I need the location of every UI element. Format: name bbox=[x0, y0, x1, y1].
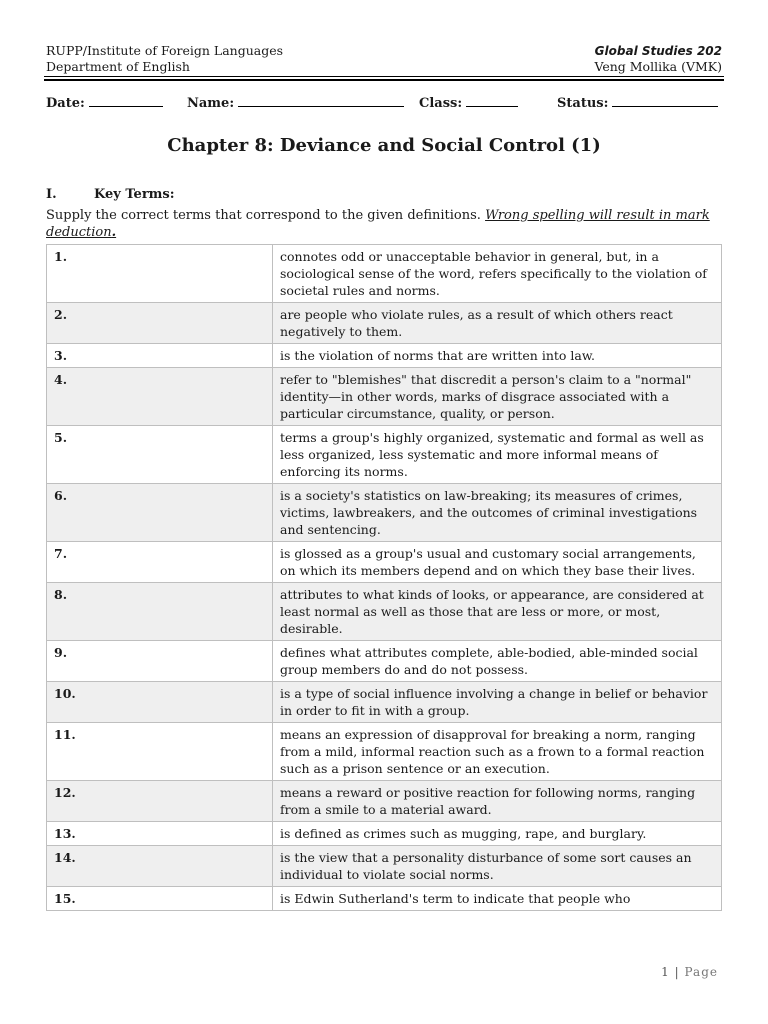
term-answer-cell[interactable]: 15. bbox=[47, 887, 273, 911]
class-label: Class: bbox=[419, 96, 463, 111]
table-row bbox=[47, 303, 722, 344]
section-title: Key Terms: bbox=[94, 187, 175, 202]
table-row bbox=[47, 822, 722, 846]
header-left bbox=[46, 43, 283, 75]
header-rule bbox=[44, 76, 724, 77]
table-row bbox=[47, 542, 722, 583]
definition-cell: means an expression of disapproval for breaking a norm, ranging from a mild, informal reaction such as a frown to a formal reaction such as a prison sentence or an execution. bbox=[273, 723, 722, 781]
term-answer-cell[interactable]: 9. bbox=[47, 641, 273, 682]
term-answer-cell[interactable]: 7. bbox=[47, 542, 273, 583]
instruction-warning: Wrong spelling will result in mark deduction. bbox=[46, 208, 710, 240]
section-number: I. bbox=[46, 187, 57, 202]
definition-cell: is Edwin Sutherland's term to indicate that people who bbox=[273, 887, 722, 911]
term-answer-cell[interactable]: 12. bbox=[47, 781, 273, 822]
date-field[interactable] bbox=[46, 94, 163, 111]
header-rule-thick bbox=[44, 79, 724, 81]
table-row bbox=[47, 887, 722, 911]
table-row bbox=[47, 723, 722, 781]
table-row bbox=[47, 682, 722, 723]
definition-cell: connotes odd or unacceptable behavior in general, but, in a sociological sense of the word, refers specifically to the violation of societal rules and norms. bbox=[273, 245, 722, 303]
definition-cell: are people who violate rules, as a result of which others react negatively to them. bbox=[273, 303, 722, 344]
course-name: Global Studies 202 bbox=[594, 44, 722, 58]
definition-cell: is the violation of norms that are written into law. bbox=[273, 344, 722, 368]
status-blank[interactable] bbox=[612, 94, 718, 107]
definition-cell: is a society's statistics on law-breaking; its measures of crimes, victims, lawbreakers, and the outcomes of criminal investigations and sentencing. bbox=[273, 484, 722, 542]
definition-cell: defines what attributes complete, able-bodied, able-minded social group members do and do not possess. bbox=[273, 641, 722, 682]
term-answer-cell[interactable]: 1. bbox=[47, 245, 273, 303]
name-label: Name: bbox=[187, 96, 235, 111]
table-row bbox=[47, 583, 722, 641]
institution: RUPP/Institute of Foreign Languages bbox=[46, 43, 284, 58]
term-answer-cell[interactable]: 5. bbox=[47, 426, 273, 484]
instruction-text: Supply the correct terms that correspond to the given definitions. bbox=[46, 208, 486, 223]
term-answer-cell[interactable]: 2. bbox=[47, 303, 273, 344]
name-field[interactable] bbox=[187, 94, 404, 111]
definition-cell: refer to "blemishes" that discredit a person's claim to a "normal" identity—in other words, marks of disgrace associated with a particular circumstance, quality, or person. bbox=[273, 368, 722, 426]
term-answer-cell[interactable]: 6. bbox=[47, 484, 273, 542]
department: Department of English bbox=[46, 59, 190, 74]
table-row bbox=[47, 781, 722, 822]
term-answer-cell[interactable]: 4. bbox=[47, 368, 273, 426]
footer-separator: | bbox=[674, 965, 680, 979]
term-answer-cell[interactable]: 10. bbox=[47, 682, 273, 723]
instructor: Veng Mollika (VMK) bbox=[594, 59, 722, 74]
definition-cell: is the view that a personality disturbance of some sort causes an individual to violate social norms. bbox=[273, 846, 722, 887]
definition-cell: terms a group's highly organized, systematic and formal as well as less organized, less systematic and more informal means of enforcing its norms. bbox=[273, 426, 722, 484]
page-footer bbox=[661, 965, 718, 979]
definition-cell: is glossed as a group's usual and customary social arrangements, on which its members depend and on which they base their lives. bbox=[273, 542, 722, 583]
table-row bbox=[47, 484, 722, 542]
name-blank[interactable] bbox=[238, 94, 404, 107]
status-label: Status: bbox=[557, 96, 609, 111]
page-number: 1 bbox=[661, 965, 670, 979]
term-answer-cell[interactable]: 14. bbox=[47, 846, 273, 887]
definition-cell: attributes to what kinds of looks, or appearance, are considered at least normal as well as those that are less or more, or most, desirable. bbox=[273, 583, 722, 641]
table-row bbox=[47, 846, 722, 887]
date-label: Date: bbox=[46, 96, 85, 111]
definition-cell: means a reward or positive reaction for following norms, ranging from a smile to a material award. bbox=[273, 781, 722, 822]
term-answer-cell[interactable]: 11. bbox=[47, 723, 273, 781]
definition-cell: is a type of social influence involving a change in belief or behavior in order to fit in with a group. bbox=[273, 682, 722, 723]
term-answer-cell[interactable]: 13. bbox=[47, 822, 273, 846]
page-title: Chapter 8: Deviance and Social Control (1) bbox=[167, 135, 601, 156]
table-row bbox=[47, 245, 722, 303]
header-right bbox=[594, 43, 722, 75]
instructions bbox=[46, 207, 722, 241]
table-row bbox=[47, 344, 722, 368]
section-heading bbox=[46, 187, 175, 202]
table-row bbox=[47, 368, 722, 426]
definition-cell: is defined as crimes such as mugging, rape, and burglary. bbox=[273, 822, 722, 846]
table-row bbox=[47, 426, 722, 484]
term-answer-cell[interactable]: 3. bbox=[47, 344, 273, 368]
date-blank[interactable] bbox=[89, 94, 163, 107]
class-blank[interactable] bbox=[466, 94, 518, 107]
term-answer-cell[interactable]: 8. bbox=[47, 583, 273, 641]
class-field[interactable] bbox=[419, 94, 518, 111]
page-label: Page bbox=[684, 965, 718, 979]
table-row bbox=[47, 641, 722, 682]
key-terms-table bbox=[46, 244, 722, 911]
status-field[interactable] bbox=[557, 94, 718, 111]
